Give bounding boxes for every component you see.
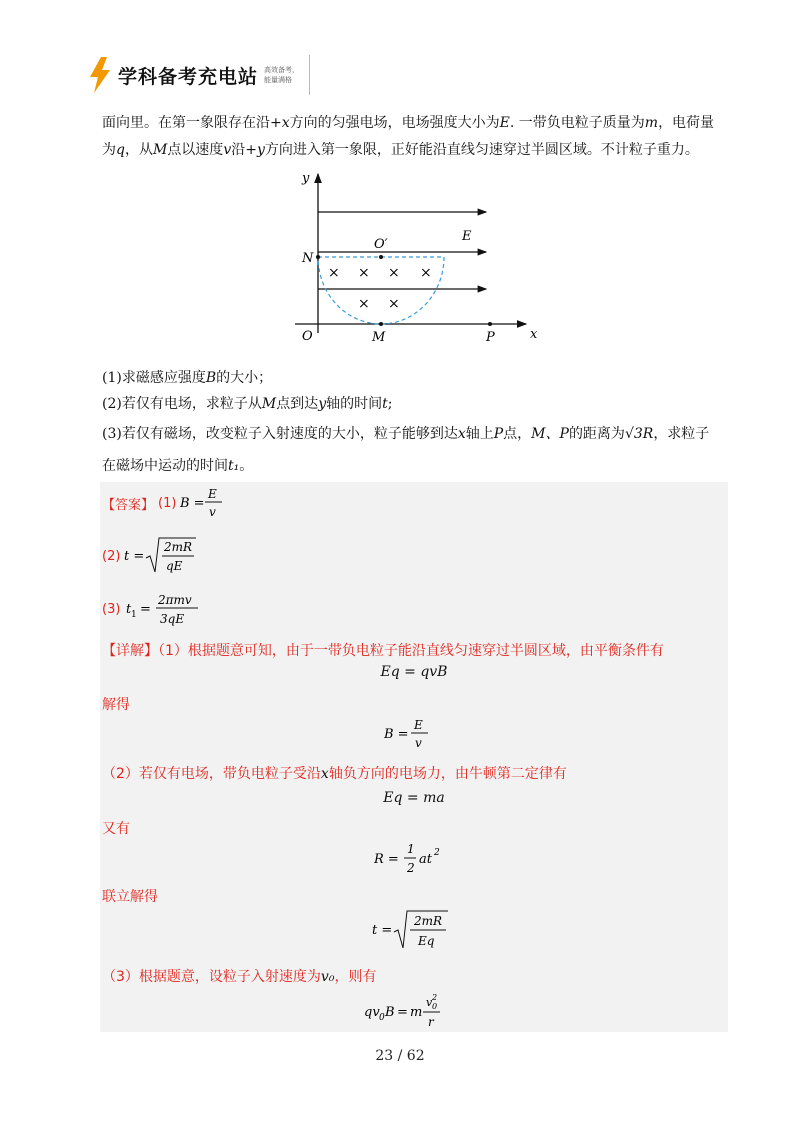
- svg-text:0: 0: [379, 1013, 385, 1023]
- answer-3: (3) t 1 = 2πmv 3qE: [102, 590, 208, 628]
- explanation-p1: 【详解】（1）根据题意可知，由于一带负电粒子能沿直线匀速穿过半圆区域，由平衡条件有: [102, 643, 664, 659]
- svg-text:2mR: 2mR: [164, 540, 193, 554]
- svg-text:v: v: [415, 736, 422, 750]
- label-P: P: [486, 330, 495, 345]
- svg-text:B =: B =: [384, 727, 409, 742]
- label-Oprime: O′: [374, 237, 388, 252]
- svg-text:m: m: [410, 1005, 423, 1020]
- svg-text:3qE: 3qE: [160, 612, 185, 626]
- svg-text:=: =: [140, 602, 152, 617]
- equation-4: [100, 838, 728, 882]
- question-1: (1)求磁感应强度B的大小；: [102, 370, 273, 386]
- equation-5: [100, 908, 728, 956]
- question-3: (3)若仅有磁场，改变粒子入射速度的大小，粒子能够到达x轴上P点，M、P的距离为√3R，求粒子: [102, 426, 710, 442]
- svg-text:=: =: [397, 1005, 408, 1020]
- svg-text:1: 1: [407, 842, 415, 856]
- answer-1-formula: [180, 486, 230, 520]
- answer-2-formula: [124, 536, 204, 576]
- svg-text:R =: R =: [374, 852, 399, 867]
- svg-text:2πmv: 2πmv: [158, 593, 193, 607]
- label-y: y: [302, 171, 310, 186]
- point-Oprime: [379, 255, 383, 259]
- label-E: E: [462, 229, 472, 244]
- brand-name: 学科备考充电站: [118, 65, 259, 88]
- svg-text:v: v: [426, 996, 433, 1009]
- brand-slogan: 高效备考， 能量满格: [264, 66, 300, 84]
- answer-1: 【答案】 (1) B = E v: [102, 486, 230, 520]
- problem-line-1: 面向里。在第一象限存在沿+x方向的匀强电场，电场强度大小为E. 一带负电粒子质量为m，电荷量: [102, 115, 715, 131]
- explanation-youyou: 又有: [102, 821, 130, 837]
- equation-6: [100, 992, 728, 1036]
- cross-mark: ×: [420, 265, 432, 281]
- svg-text:1: 1: [131, 610, 138, 620]
- field-diagram: [290, 168, 550, 348]
- cross-mark: ×: [358, 296, 370, 312]
- svg-text:E: E: [208, 487, 218, 501]
- svg-text:t =: t =: [372, 923, 393, 938]
- label-N: N: [302, 251, 314, 266]
- problem-line-2: 为q，从M点以速度v沿+y方向进入第一象限，正好能沿直线匀速穿过半圆区域。不计粒子重力。: [102, 142, 699, 158]
- header-divider: [309, 55, 310, 95]
- svg-text:v: v: [209, 505, 217, 519]
- svg-text:2: 2: [407, 861, 415, 875]
- explanation-p3: （3）根据题意，设粒子入射速度为v₀，则有: [102, 969, 377, 985]
- equation-3: Eq = ma: [383, 790, 445, 806]
- svg-text:0: 0: [432, 1002, 438, 1011]
- svg-text:2: 2: [434, 848, 440, 858]
- label-x: x: [530, 327, 538, 342]
- svg-text:Eq: Eq: [418, 934, 435, 948]
- svg-text:at: at: [419, 852, 432, 867]
- svg-text:t =: t =: [124, 549, 145, 564]
- svg-text:2: 2: [432, 993, 438, 1002]
- svg-text:2mR: 2mR: [414, 914, 443, 928]
- svg-text:t: t: [126, 602, 132, 617]
- explanation-lianli: 联立解得: [102, 889, 158, 905]
- svg-text:B =: B =: [180, 496, 206, 511]
- explanation-p2: （2）若仅有电场，带负电粒子受沿x轴负方向的电场力，由牛顿第二定律有: [102, 766, 567, 782]
- explanation-jiede-1: 解得: [102, 697, 130, 713]
- point-N: [316, 255, 320, 259]
- page-header: [88, 52, 310, 98]
- question-3-cont: 在磁场中运动的时间t₁。: [102, 458, 254, 474]
- page-number: 23 / 62: [375, 1048, 425, 1064]
- cross-mark: ×: [388, 296, 400, 312]
- point-P: [488, 322, 492, 326]
- svg-text:qv: qv: [364, 1005, 380, 1020]
- question-2: (2)若仅有电场，求粒子从M点到达y轴的时间t;: [102, 396, 393, 412]
- lightning-bolt-icon: [88, 57, 112, 93]
- equation-1: Eq = qvB: [380, 664, 448, 680]
- label-M: M: [372, 330, 386, 345]
- answer-2: (2) t = 2mR qE: [102, 536, 204, 576]
- point-M: [379, 322, 383, 326]
- label-O: O: [302, 329, 313, 344]
- svg-text:qE: qE: [166, 559, 183, 573]
- svg-text:B: B: [385, 1005, 395, 1020]
- answer-3-formula: [124, 590, 208, 628]
- cross-mark: ×: [358, 265, 370, 281]
- svg-text:E: E: [414, 718, 423, 732]
- cross-mark: ×: [328, 265, 340, 281]
- equation-2: [100, 716, 728, 756]
- svg-text:r: r: [428, 1015, 434, 1029]
- cross-mark: ×: [388, 265, 400, 281]
